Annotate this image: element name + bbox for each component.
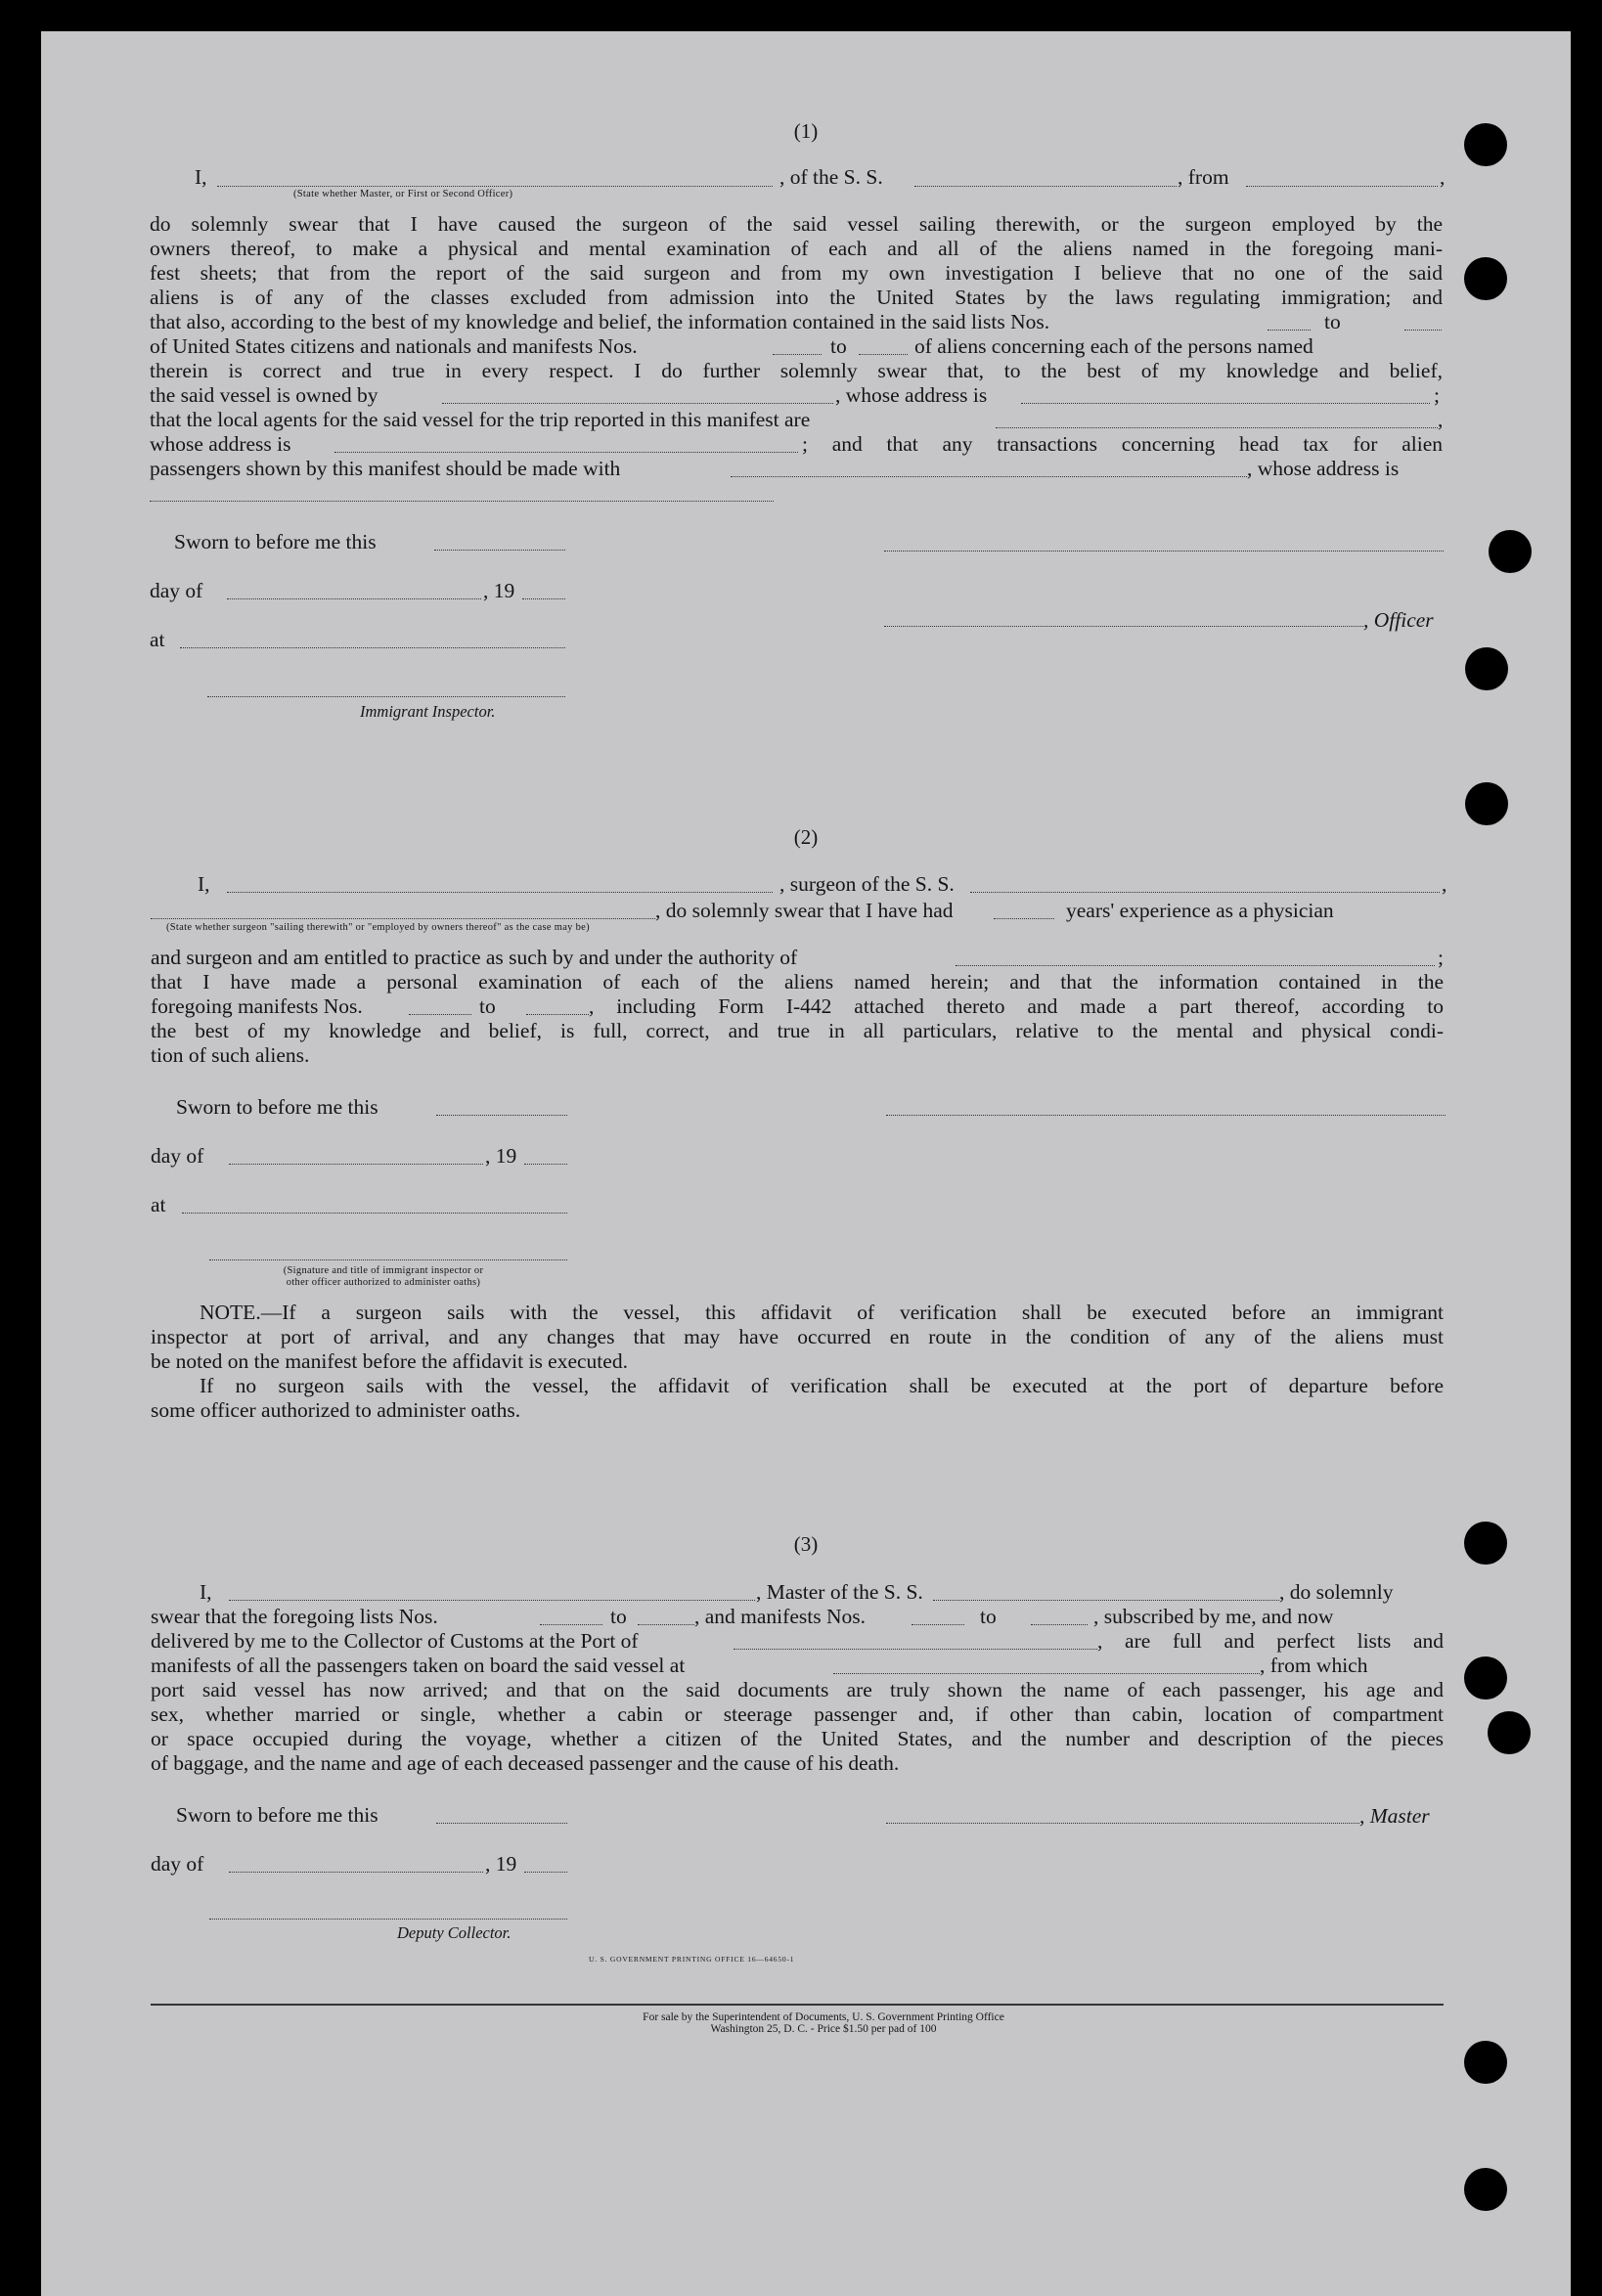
- s1-line-7: therein is correct and true in every respect. I do further solemnly swear that, to the best of my knowledge and belief,: [150, 359, 1443, 382]
- s2-surgeon-of-ss: , surgeon of the S. S.: [779, 872, 955, 896]
- s2-nineteen: , 19: [485, 1144, 517, 1168]
- s3-master-label: , Master: [1359, 1804, 1430, 1828]
- s3-line-2e: , subscribed by me, and now: [1093, 1605, 1334, 1628]
- s3-line-2b: to: [610, 1605, 627, 1628]
- s2-note-line-3: be noted on the manifest before the affidavit is executed.: [151, 1349, 628, 1373]
- s3-para-line-3: or space occupied during the voyage, whether a citizen of the United States, and the number and description of the pieces: [151, 1727, 1444, 1750]
- s2-sworn-date-line[interactable]: [436, 1115, 567, 1116]
- punch-hole: [1464, 2168, 1507, 2211]
- s2-inspector-signature-line[interactable]: [209, 1259, 567, 1260]
- s1-inspector-signature-line[interactable]: [207, 696, 565, 697]
- s2-surgeon-name-line[interactable]: [227, 892, 773, 893]
- s1-head-tax-address-line[interactable]: [150, 501, 774, 502]
- s3-manifests-from-line[interactable]: [912, 1624, 964, 1625]
- s3-line-3a: delivered by me to the Collector of Customs at the Port of: [151, 1629, 639, 1653]
- punch-hole: [1465, 647, 1508, 690]
- s2-line-2b: years' experience as a physician: [1066, 899, 1334, 922]
- s1-head-tax-line[interactable]: [731, 476, 1247, 477]
- s1-of-ss: , of the S. S.: [779, 165, 883, 189]
- s2-comma: ,: [1442, 872, 1447, 896]
- s1-owner-address-line[interactable]: [1021, 403, 1430, 404]
- s3-line-2a: swear that the foregoing lists Nos.: [151, 1605, 438, 1628]
- s1-officer-signature-line[interactable]: [884, 551, 1444, 552]
- s3-master-signature-line[interactable]: [886, 1823, 1359, 1824]
- s3-para-line-4: of baggage, and the name and age of each deceased passenger and the cause of his death.: [151, 1751, 900, 1775]
- punch-hole: [1464, 2041, 1507, 2084]
- punch-hole: [1464, 257, 1507, 300]
- s2-note-line-5: some officer authorized to administer oaths.: [151, 1398, 521, 1422]
- s1-line-10a: whose address is: [150, 432, 291, 456]
- s1-line-9b: ,: [1438, 408, 1444, 431]
- s1-line-5a: that also, according to the best of my knowledge and belief, the information contained in the said lists Nos.: [150, 310, 1050, 333]
- s1-para-line-2: owners thereof, to make a physical and mental examination of each and all of the aliens named in the foregoing mani-: [150, 237, 1443, 260]
- s2-authority-line[interactable]: [956, 965, 1435, 966]
- s2-day-of: day of: [151, 1144, 204, 1168]
- s1-line-5b: to: [1324, 310, 1341, 333]
- s1-officer-name-line[interactable]: [217, 186, 773, 187]
- s2-line-6: the best of my knowledge and belief, is full, correct, and true in all particulars, relative to the mental and physical condi-: [151, 1019, 1444, 1042]
- s3-i: I,: [200, 1580, 212, 1604]
- s1-day-line[interactable]: [227, 598, 481, 599]
- s2-line-5a: foregoing manifests Nos.: [151, 994, 363, 1018]
- s3-day-of: day of: [151, 1852, 204, 1876]
- s3-deputy-signature-line[interactable]: [209, 1919, 567, 1920]
- s2-i: I,: [198, 872, 210, 896]
- s2-surgeon-type-line[interactable]: [151, 918, 655, 919]
- s1-line-8b: , whose address is: [835, 383, 988, 407]
- s2-manifests-from-line[interactable]: [409, 1014, 471, 1015]
- s3-manifests-to-line[interactable]: [1031, 1624, 1088, 1625]
- s3-line-4b: , from which: [1260, 1654, 1368, 1677]
- punch-hole: [1464, 1522, 1507, 1565]
- s1-day-of: day of: [150, 579, 203, 602]
- s2-sig-caption-2: other officer authorized to administer oaths): [286, 1277, 481, 1288]
- s2-line-2a: , do solemnly swear that I have had: [655, 899, 954, 922]
- s2-ship-name-line[interactable]: [970, 892, 1440, 893]
- s3-lists-to-line[interactable]: [638, 1624, 694, 1625]
- sale-notice-2: Washington 25, D. C. - Price $1.50 per pad of 100: [710, 2023, 937, 2035]
- s3-line-2d: to: [980, 1605, 997, 1628]
- s1-para-line-4: aliens is of any of the classes excluded from admission into the United States by the laws regulating immigration; and: [150, 286, 1443, 309]
- s1-owner-line[interactable]: [442, 403, 833, 404]
- s3-lists-from-line[interactable]: [540, 1624, 602, 1625]
- s1-lists-to-line[interactable]: [1404, 330, 1442, 331]
- s3-deputy-label: Deputy Collector.: [397, 1923, 512, 1942]
- s2-line-3b: ;: [1438, 946, 1444, 969]
- punch-hole: [1488, 1711, 1531, 1754]
- s1-line-11a: passengers shown by this manifest should be made with: [150, 457, 621, 480]
- s1-at: at: [150, 628, 165, 651]
- punch-hole: [1465, 782, 1508, 825]
- footer-rule: [151, 2004, 1444, 2006]
- s2-line-7: tion of such aliens.: [151, 1043, 310, 1067]
- s2-surgeon-signature-line[interactable]: [886, 1115, 1446, 1116]
- s3-sworn-date-line[interactable]: [436, 1823, 567, 1824]
- s1-sworn: Sworn to before me this: [174, 530, 377, 553]
- s1-officer-title-line[interactable]: [884, 626, 1363, 627]
- s3-ship-name-line[interactable]: [933, 1600, 1279, 1601]
- s2-day-line[interactable]: [229, 1164, 483, 1165]
- s3-sworn: Sworn to before me this: [176, 1803, 378, 1827]
- s1-line-8a: the said vessel is owned by: [150, 383, 378, 407]
- s1-line-6b: to: [830, 334, 847, 358]
- s1-agents-line[interactable]: [996, 427, 1438, 428]
- s1-lists-from-line[interactable]: [1268, 330, 1311, 331]
- s3-nineteen: , 19: [485, 1852, 517, 1876]
- section-1-number: (1): [793, 119, 819, 143]
- punch-hole: [1489, 530, 1532, 573]
- s2-note-line-1: NOTE.—If a surgeon sails with the vessel, this affidavit of verification shall be executed before an immigrant: [200, 1301, 1444, 1324]
- s2-line-5b: to: [479, 994, 496, 1018]
- punch-hole: [1464, 1656, 1507, 1700]
- s3-port-line[interactable]: [734, 1649, 1097, 1650]
- s1-at-line[interactable]: [180, 647, 565, 648]
- s1-line-10b: ; and that any transactions concerning head tax for alien: [802, 432, 1443, 456]
- s3-line-4a: manifests of all the passengers taken on board the said vessel at: [151, 1654, 686, 1677]
- s1-para-line-1: do solemnly swear that I have caused the surgeon of the said vessel sailing therewith, or the surgeon employed by the: [150, 212, 1443, 236]
- s1-officer-label: , Officer: [1363, 608, 1434, 632]
- punch-hole: [1464, 123, 1507, 166]
- s1-para-line-3: fest sheets; that from the report of the said surgeon and from my own investigation I believe that no one of the said: [150, 261, 1443, 285]
- s1-manifests-to-line[interactable]: [859, 354, 908, 355]
- s2-surgeon-caption: (State whether surgeon "sailing therewith" or "employed by owners thereof" as the case may be): [166, 922, 590, 933]
- s1-inspector-label: Immigrant Inspector.: [360, 702, 496, 721]
- s3-para-line-2: sex, whether married or single, whether a cabin or steerage passenger and, if other than cabin, location of compartment: [151, 1702, 1444, 1726]
- s2-at: at: [151, 1193, 166, 1216]
- s2-line-4: that I have made a personal examination of each of the aliens named herein; and that the information contained in the: [151, 970, 1444, 993]
- s3-boarding-port-line[interactable]: [833, 1673, 1260, 1674]
- s1-line-11b: , whose address is: [1247, 457, 1400, 480]
- s2-line-5c: , including Form I-442 attached thereto and made a part thereof, according to: [589, 994, 1444, 1018]
- gpo-imprint: U. S. GOVERNMENT PRINTING OFFICE 16—64650-1: [589, 1955, 795, 1964]
- s2-year-line[interactable]: [524, 1164, 567, 1165]
- s1-sworn-date-line[interactable]: [434, 550, 565, 551]
- s3-line-2c: , and manifests Nos.: [694, 1605, 866, 1628]
- s2-years-line[interactable]: [994, 918, 1054, 919]
- s1-line-6c: of aliens concerning each of the persons named: [914, 334, 1313, 358]
- section-2-number: (2): [793, 825, 819, 849]
- s1-i: I,: [195, 165, 207, 189]
- s1-line-9a: that the local agents for the said vessel for the trip reported in this manifest are: [150, 408, 811, 431]
- s3-line-3b: , are full and perfect lists and: [1097, 1629, 1444, 1653]
- s2-sworn: Sworn to before me this: [176, 1095, 378, 1119]
- s1-ship-name-line[interactable]: [914, 186, 1177, 187]
- s2-line-3a: and surgeon and am entitled to practice as such by and under the authority of: [151, 946, 798, 969]
- sale-notice-1: For sale by the Superintendent of Documents, U. S. Government Printing Office: [643, 2011, 1004, 2023]
- s2-note-line-2: inspector at port of arrival, and any changes that may have occurred en route in the condition of any of the aliens must: [151, 1325, 1444, 1348]
- s1-year-line[interactable]: [522, 598, 565, 599]
- s1-officer-caption: (State whether Master, or First or Second Officer): [293, 189, 513, 199]
- s1-nineteen: , 19: [483, 579, 515, 602]
- s2-note-line-4: If no surgeon sails with the vessel, the affidavit of verification shall be executed at the port of departure before: [200, 1374, 1444, 1397]
- s3-do-solemnly: , do solemnly: [1279, 1580, 1394, 1604]
- s3-para-line-1: port said vessel has now arrived; and that on the said documents are truly shown the name of each passenger, his age and: [151, 1678, 1444, 1701]
- s1-from-port-line[interactable]: [1246, 186, 1438, 187]
- s3-master-name-line[interactable]: [229, 1600, 755, 1601]
- s3-day-line[interactable]: [229, 1872, 483, 1873]
- s1-from: , from: [1178, 165, 1229, 189]
- s2-sig-caption-1: (Signature and title of immigrant inspector or: [283, 1265, 484, 1276]
- form-page: [41, 31, 1571, 2296]
- s1-manifests-from-line[interactable]: [773, 354, 822, 355]
- s1-agents-address-line[interactable]: [334, 452, 798, 453]
- s2-manifests-to-line[interactable]: [526, 1014, 589, 1015]
- s2-at-line[interactable]: [182, 1213, 567, 1214]
- s1-line-6a: of United States citizens and nationals and manifests Nos.: [150, 334, 638, 358]
- section-3-number: (3): [793, 1532, 819, 1556]
- s3-master-of-ss: , Master of the S. S.: [756, 1580, 923, 1604]
- s3-year-line[interactable]: [524, 1872, 567, 1873]
- s1-line-8c: ;: [1434, 383, 1440, 407]
- s1-comma: ,: [1440, 165, 1446, 189]
